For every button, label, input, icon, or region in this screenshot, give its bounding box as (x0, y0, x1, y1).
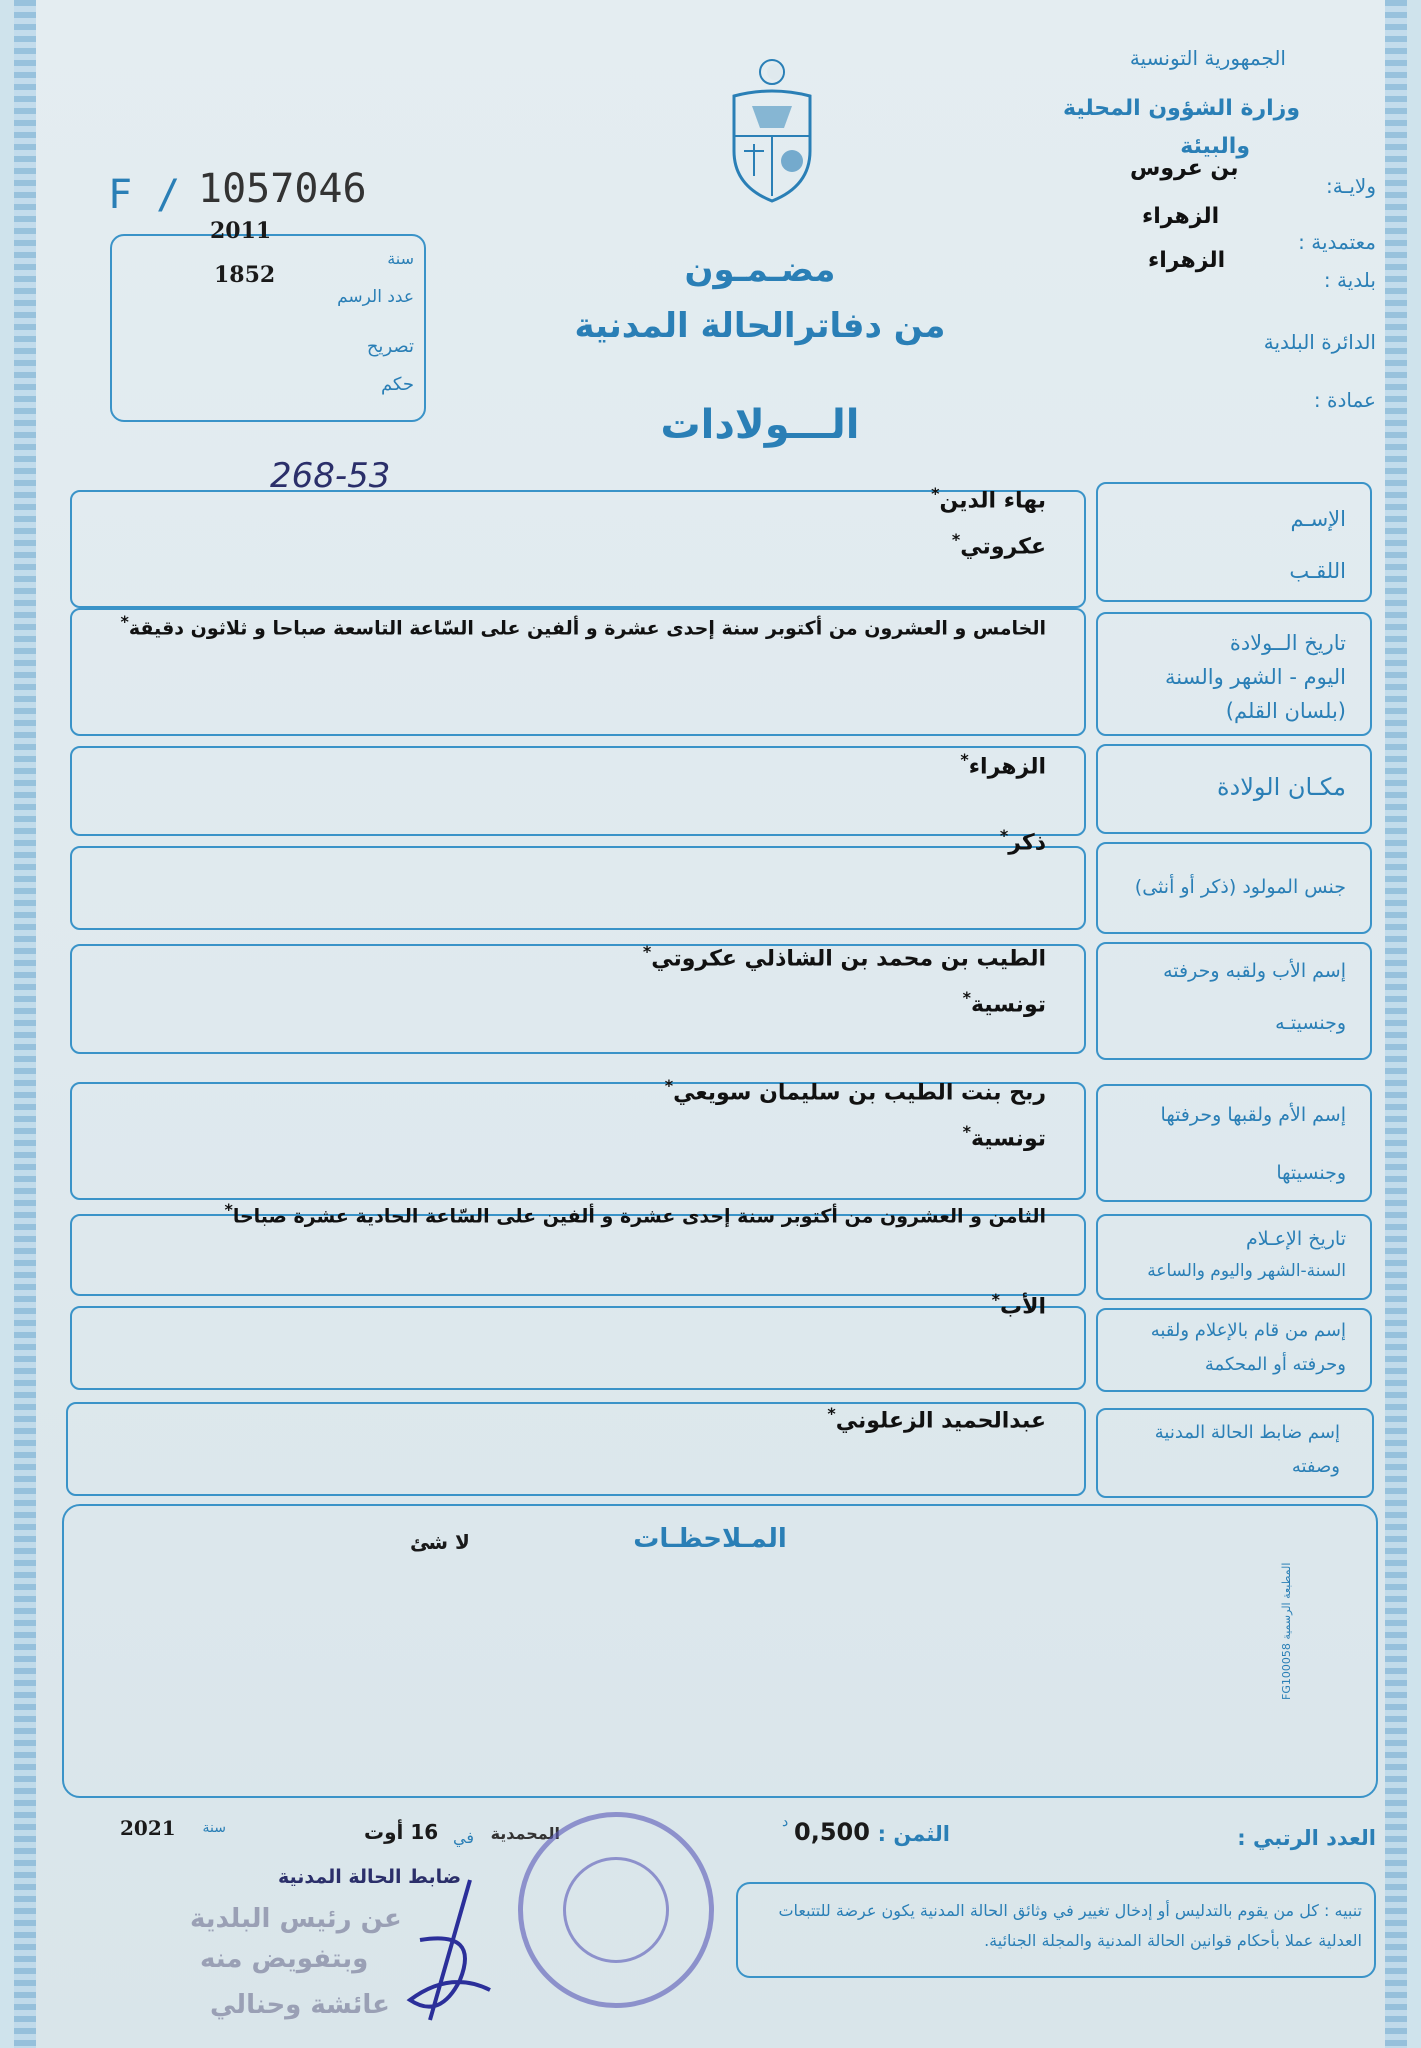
signature-line-2: وبتفويض منه (200, 1944, 369, 1974)
ministry-title: وزارة الشؤون المحلية (1063, 96, 1300, 121)
right-guilloche-border (1385, 0, 1407, 2048)
judgment-label: حكم (380, 374, 414, 395)
left-guilloche-border (14, 0, 36, 2048)
declarant-sublabel: وحرفته أو المحكمة (1204, 1354, 1346, 1375)
warning-text: تنبيه : كل من يقوم بالتدليس أو إدخال تغيير في وثائق الحالة المدنية يكون عرضة للتتبعات العدلية عملا بأحكام قوانين الحالة المدنية والمجلة الجنائية. (778, 1901, 1362, 1950)
officer-title-stamp: ضابط الحالة المدنية (278, 1866, 462, 1888)
births-title: الـــولادات (660, 402, 860, 448)
signature-line-1: عن رئيس البلدية (190, 1904, 402, 1934)
birth-date-sublabel: اليوم - الشهر والسنة (1165, 665, 1346, 689)
stamp-emblem (563, 1857, 669, 1963)
sex-value-box (70, 846, 1086, 930)
mother-nationality-value: تونسية * (963, 1122, 1046, 1151)
record-year-label: سنة (387, 249, 414, 268)
declarant-label: إسم من قام بالإعلام ولقبه (1150, 1320, 1346, 1341)
declaration-date-value: الثامن و العشرون من أكتوبر سنة إحدى عشرة و ألفين على السّاعة الحادية عشرة صباحا * (224, 1200, 1046, 1227)
ministry-title-line2: والبيئة (1180, 134, 1250, 159)
officer-value: عبدالحميد الزعلوني * (827, 1404, 1046, 1433)
printer-side-note: المطبعة الرسمية FG100058 (1280, 1562, 1293, 1700)
last-name-label: اللقـب (1289, 559, 1346, 583)
coat-of-arms-emblem (722, 56, 822, 206)
first-name-label: الإسـم (1290, 507, 1346, 531)
sex-label: جنس المولود (ذكر أو أنثى) (1134, 876, 1346, 898)
birth-place-label: مكـان الولادة (1216, 773, 1346, 801)
father-nationality-label: وجنسيتـه (1275, 1012, 1346, 1034)
declaration-date-label: تاريخ الإعـلام (1246, 1228, 1346, 1250)
declarant-value-box (70, 1306, 1086, 1390)
mother-nationality-label: وجنسيتها (1276, 1162, 1346, 1184)
declarant-value: الأب * (992, 1290, 1046, 1319)
serial-order-label: العدد الرتبي : (1237, 1826, 1376, 1850)
serial-prefix: F / (108, 172, 181, 218)
officer-sublabel: وصفته (1291, 1456, 1340, 1477)
motamadia-value: الزهراء (1142, 204, 1220, 229)
sex-value: ذكر * (1000, 826, 1046, 855)
officer-label: إسم ضابط الحالة المدنية (1154, 1422, 1340, 1443)
declaration-label: تصريح (366, 336, 414, 357)
serial-number: 1057046 (198, 166, 367, 212)
motamadia-label: معتمدية : (1298, 230, 1376, 254)
wilaya-label: ولايـة: (1326, 174, 1376, 198)
wilaya-value: بن عروس (1130, 156, 1239, 181)
remarks-value: لا شئ (410, 1530, 470, 1554)
birth-place-value: الزهراء * (960, 750, 1046, 779)
mother-label: إسم الأم ولقبها وحرفتها (1160, 1104, 1346, 1126)
mother-name-value: ربح بنت الطيب بن سليمان سويعي * (665, 1076, 1046, 1105)
registers-title: من دفاترالحالة المدنية (574, 306, 946, 346)
price-unit: د (782, 1814, 789, 1830)
record-number-label: عدد الرسم (337, 287, 414, 307)
record-number-value: 1852 (214, 262, 276, 288)
price-value: 0,500 (794, 1818, 870, 1846)
issue-year-value: 2021 (120, 1816, 176, 1840)
signature-line-3: عائشة وحنالي (210, 1990, 390, 2020)
last-name-value: عكروتي * (952, 530, 1046, 559)
handwritten-signature (390, 1870, 510, 2040)
issue-in-label: في (453, 1828, 474, 1847)
father-label: إسم الأب ولقبه وحرفته (1163, 960, 1346, 982)
handwritten-reference: 268-53 (270, 456, 391, 496)
extract-title: مضـمـون (684, 250, 836, 290)
birth-date-label: تاريخ الــولادة (1229, 631, 1346, 655)
municipal-district-label: الدائرة البلدية (1263, 330, 1376, 354)
official-round-stamp (518, 1812, 714, 2008)
record-year-value: 2011 (210, 218, 272, 244)
declaration-date-sublabel: السنة-الشهر واليوم والساعة (1147, 1261, 1346, 1281)
birth-date-note-label: (بلسان القلم) (1225, 699, 1346, 723)
omda-label: عمادة : (1313, 388, 1376, 412)
first-name-value: بهاء الدين * (931, 484, 1046, 513)
baladia-value: الزهراء (1148, 248, 1226, 273)
remarks-label: المـلاحظـات (633, 1524, 787, 1554)
price-label: الثمن : (877, 1822, 950, 1846)
birth-place-value-box (70, 746, 1086, 836)
father-name-value: الطيب بن محمد بن الشاذلي عكروتي * (643, 942, 1046, 971)
father-nationality-value: تونسية * (963, 988, 1046, 1017)
birth-date-value: الخامس و العشرون من أكتوبر سنة إحدى عشرة و ألفين على السّاعة التاسعة صباحا و ثلاثون دقيقة * (120, 612, 1046, 639)
baladia-label: بلدية : (1323, 268, 1376, 292)
issue-year-label: سنة (202, 1820, 226, 1836)
republic-title: الجمهورية التونسية (1129, 46, 1286, 70)
issue-place: المحمدية (490, 1824, 560, 1843)
issue-day-month: 16 أوت (364, 1820, 439, 1844)
